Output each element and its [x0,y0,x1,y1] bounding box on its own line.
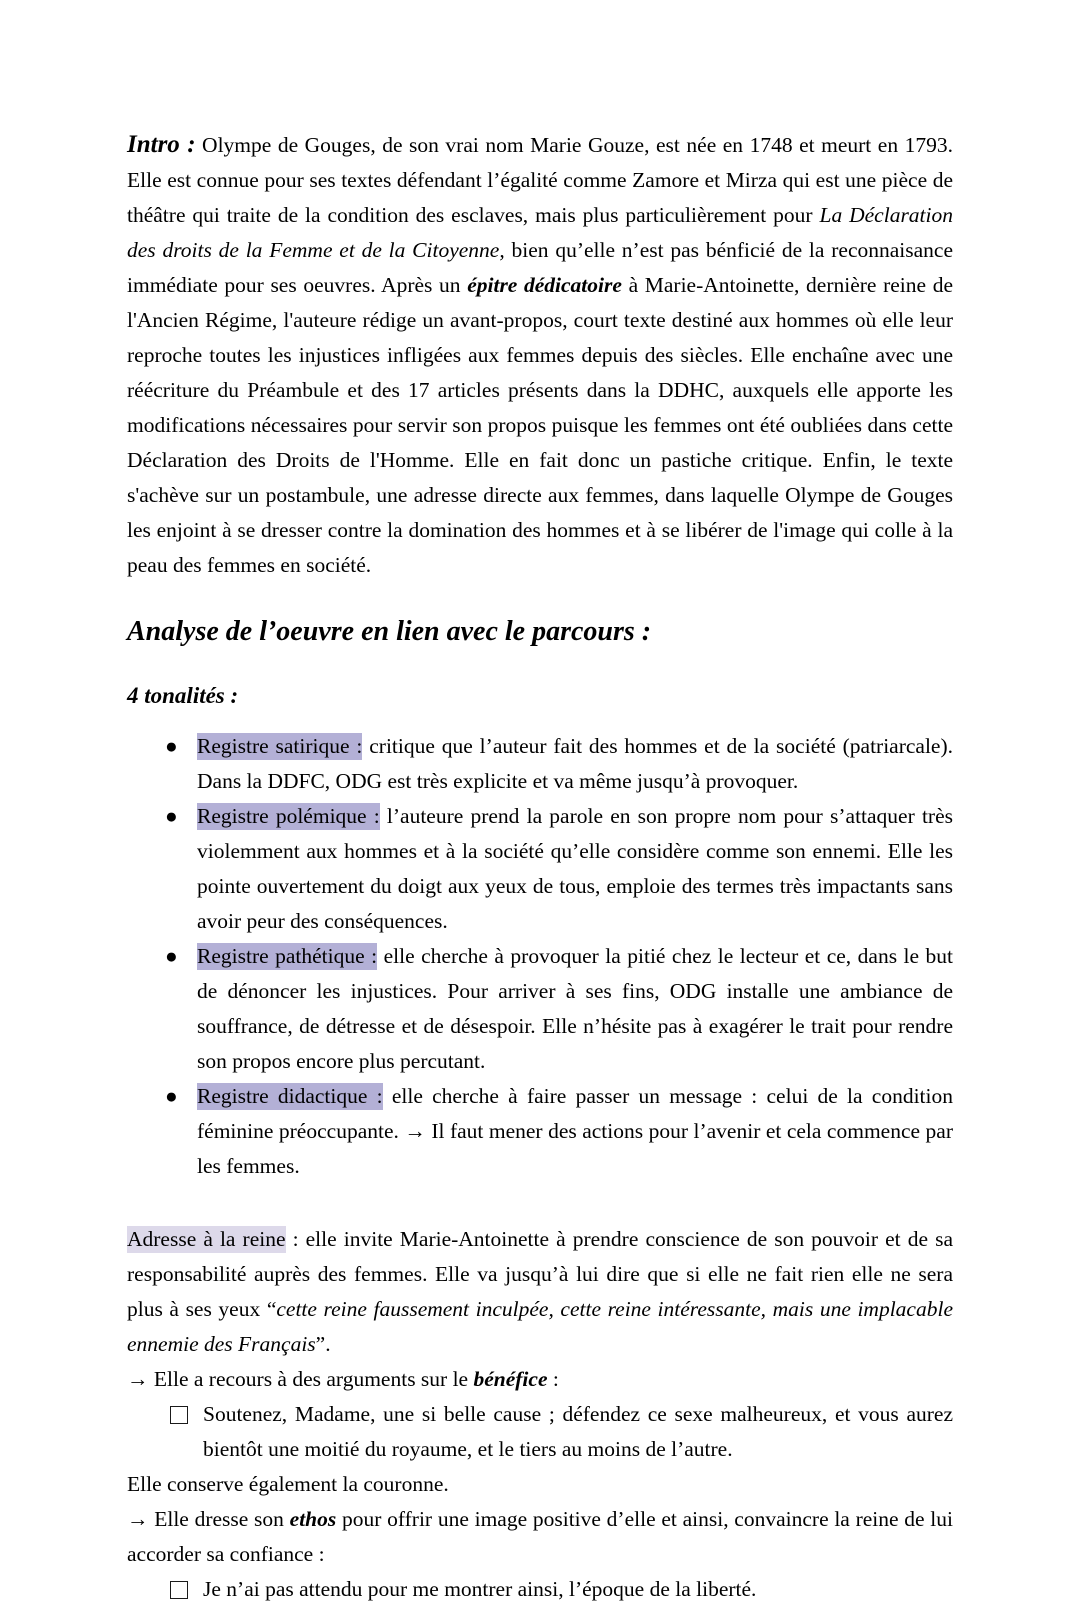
adresse-quotation-close: ”. [315,1332,331,1356]
list-item [127,1397,953,1467]
adresse-label-highlight: Adresse à la reine [127,1227,286,1251]
adresse-quotation: cette reine faussement inculpée, cette reine intéressante, mais une implacable ennemie des Français [127,1297,953,1356]
registre-label-highlight: Registre didactique : [197,1084,383,1108]
intro-epitre-term: épitre dédicatoire [467,273,622,297]
benefice-quote-list [127,1397,953,1467]
bullet-dot-icon: ● [165,804,178,828]
document-body [127,127,953,1607]
registre-description: elle cherche à provoquer la pitié chez le lecteur et ce, dans le but de dénoncer les injustices. Pour arriver à ses fins, ODG installe une ambiance de souffrance, de détresse et de désespoir. Elle n’hésite pas à exagérer le trait pour rendre son propos encore plus percutant. [197,944,953,1073]
registre-label-highlight: Registre polémique : [197,804,380,828]
bullet-dot-icon: ● [165,734,178,758]
benefice-arrow-prefix: → Elle a recours à des arguments sur le [127,1367,474,1391]
spacer [127,1184,953,1222]
intro-work-title: La Déclaration des droits de la Femme et de la Citoyenne, [127,203,954,262]
registre-description: l’auteure prend la parole en son propre nom pour s’attaquer très violemment aux hommes et à la société qu’elle considère comme son ennemi. Elle les pointe ouvertement du doigt aux yeux de tous, emploie des termes très impactants sans avoir peur des conséquences. [197,804,953,933]
benefice-quote-text: Soutenez, Madame, une si belle cause ; défendez ce sexe malheureux, et vous aurez bientôt une moitié du royaume, et le tiers au moins de l’autre. [203,1402,953,1461]
bullet-dot-icon: ● [165,1084,178,1108]
ethos-term: ethos [289,1507,337,1531]
ethos-quote-list [127,1572,953,1607]
tonalites-list [127,729,953,1184]
benefice-follow-line: Elle conserve également la couronne. [127,1472,449,1496]
list-item [127,1572,953,1607]
checkbox-icon [169,1572,189,1607]
benefice-arrow-suffix: : [547,1367,559,1391]
adresse-paragraph [127,1222,953,1362]
intro-paragraph [127,127,953,583]
ethos-arrow-suffix: pour offrir une image positive d’elle et ainsi, convaincre la reine de lui accorder sa confiance : [127,1507,954,1566]
list-item [127,799,953,939]
benefice-arrow-line [127,1362,953,1397]
checkbox-icon [169,1397,189,1432]
subsection-heading-tonalites: 4 tonalités : [127,683,239,708]
list-item [127,1079,953,1184]
registre-label-highlight: Registre satirique : [197,734,363,758]
benefice-term: bénéfice [473,1367,548,1391]
section-heading-analysis: Analyse de l’oeuvre en lien avec le parcours : [127,616,652,647]
ethos-arrow-line [127,1502,953,1572]
list-item [127,939,953,1079]
bullet-dot-icon: ● [165,944,178,968]
registre-label-highlight: Registre pathétique : [197,944,378,968]
registre-description: elle cherche à faire passer un message : celui de la condition féminine préoccupante. → Il faut mener des actions pour l’avenir et cela commence par les femmes. [197,1084,953,1178]
intro-lead-label: Intro : [127,131,196,158]
intro-text-part-1: Olympe de Gouges, de son vrai nom Marie Gouze, est née en 1748 et meurt en 1793. Elle est connue pour ses textes défendant l’égalité comme Zamore et Mirza qui est une pièce de théâtre qui traite de la condition des esclaves, mais plus particulièrement pour [127,133,953,227]
intro-text-part-2: bien qu’elle n’est pas bénficié de la reconnaisance immédiate pour ses oeuvres. Après un [127,238,953,297]
list-item [127,729,953,799]
registre-description: critique que l’auteur fait des hommes et de la société (patriarcale). Dans la DDFC, ODG est très explicite et va même jusqu’à provoquer. [197,734,954,793]
adresse-text: : elle invite Marie-Antoinette à prendre conscience de son pouvoir et de sa responsabilité auprès des femmes. Elle va jusqu’à lui dire que si elle ne fait rien elle ne sera plus à ses yeux “ [127,1227,953,1321]
ethos-quote-text: Je n’ai pas attendu pour me montrer ainsi, l’époque de la liberté. [203,1577,757,1601]
ethos-arrow-prefix: → Elle dresse son [127,1507,290,1531]
intro-text-part-3: à Marie-Antoinette, dernière reine de l'Ancien Régime, l'auteure rédige un avant-propos, court texte destiné aux hommes où elle leur reproche toutes les injustices infligées aux femmes depuis des siècles. Elle enchaîne avec une réécriture du Préambule et des 17 articles présents dans la DDHC, auxquels elle apporte les modifications nécessaires pour servir son propos puisque les femmes ont été oubliées dans cette Déclaration des Droits de l'Homme. Elle en fait donc un pastiche critique. Enfin, le texte s'achève sur un postambule, une adresse directe aux femmes, dans laquelle Olympe de Gouges les enjoint à se dresser contre la domination des hommes et à se libérer de l'image qui colle à la peau des femmes en société. [127,273,953,577]
